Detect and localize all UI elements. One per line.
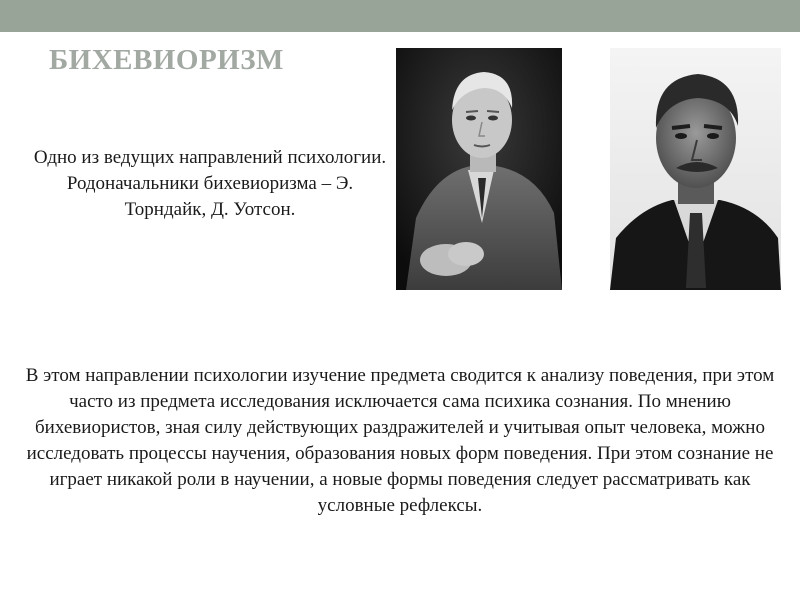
- portrait-photo-watson: [396, 48, 562, 290]
- body-paragraph: В этом направлении психологии изучение предмета сводится к анализу поведения, при этом часто из предмета исследования исключается сама психика сознания. По мнению бихевиористов, зная силу действующих раздражителей и учитывая опыт человека, можно исследовать процессы научения, образования новых форм поведения. При этом сознание не играет никакой роли в научении, а новые формы поведения следует рассматривать как условные рефлексы.: [25, 365, 775, 516]
- intro-paragraph: Одно из ведущих направлений психологии. Родоначальники бихевиоризма – Э. Торндайк, Д. Уотсон.: [33, 147, 387, 220]
- slide-title: БИХЕВИОРИЗМ: [49, 44, 284, 76]
- portrait-photo-thorndike: [610, 48, 781, 290]
- top-band: [0, 0, 800, 32]
